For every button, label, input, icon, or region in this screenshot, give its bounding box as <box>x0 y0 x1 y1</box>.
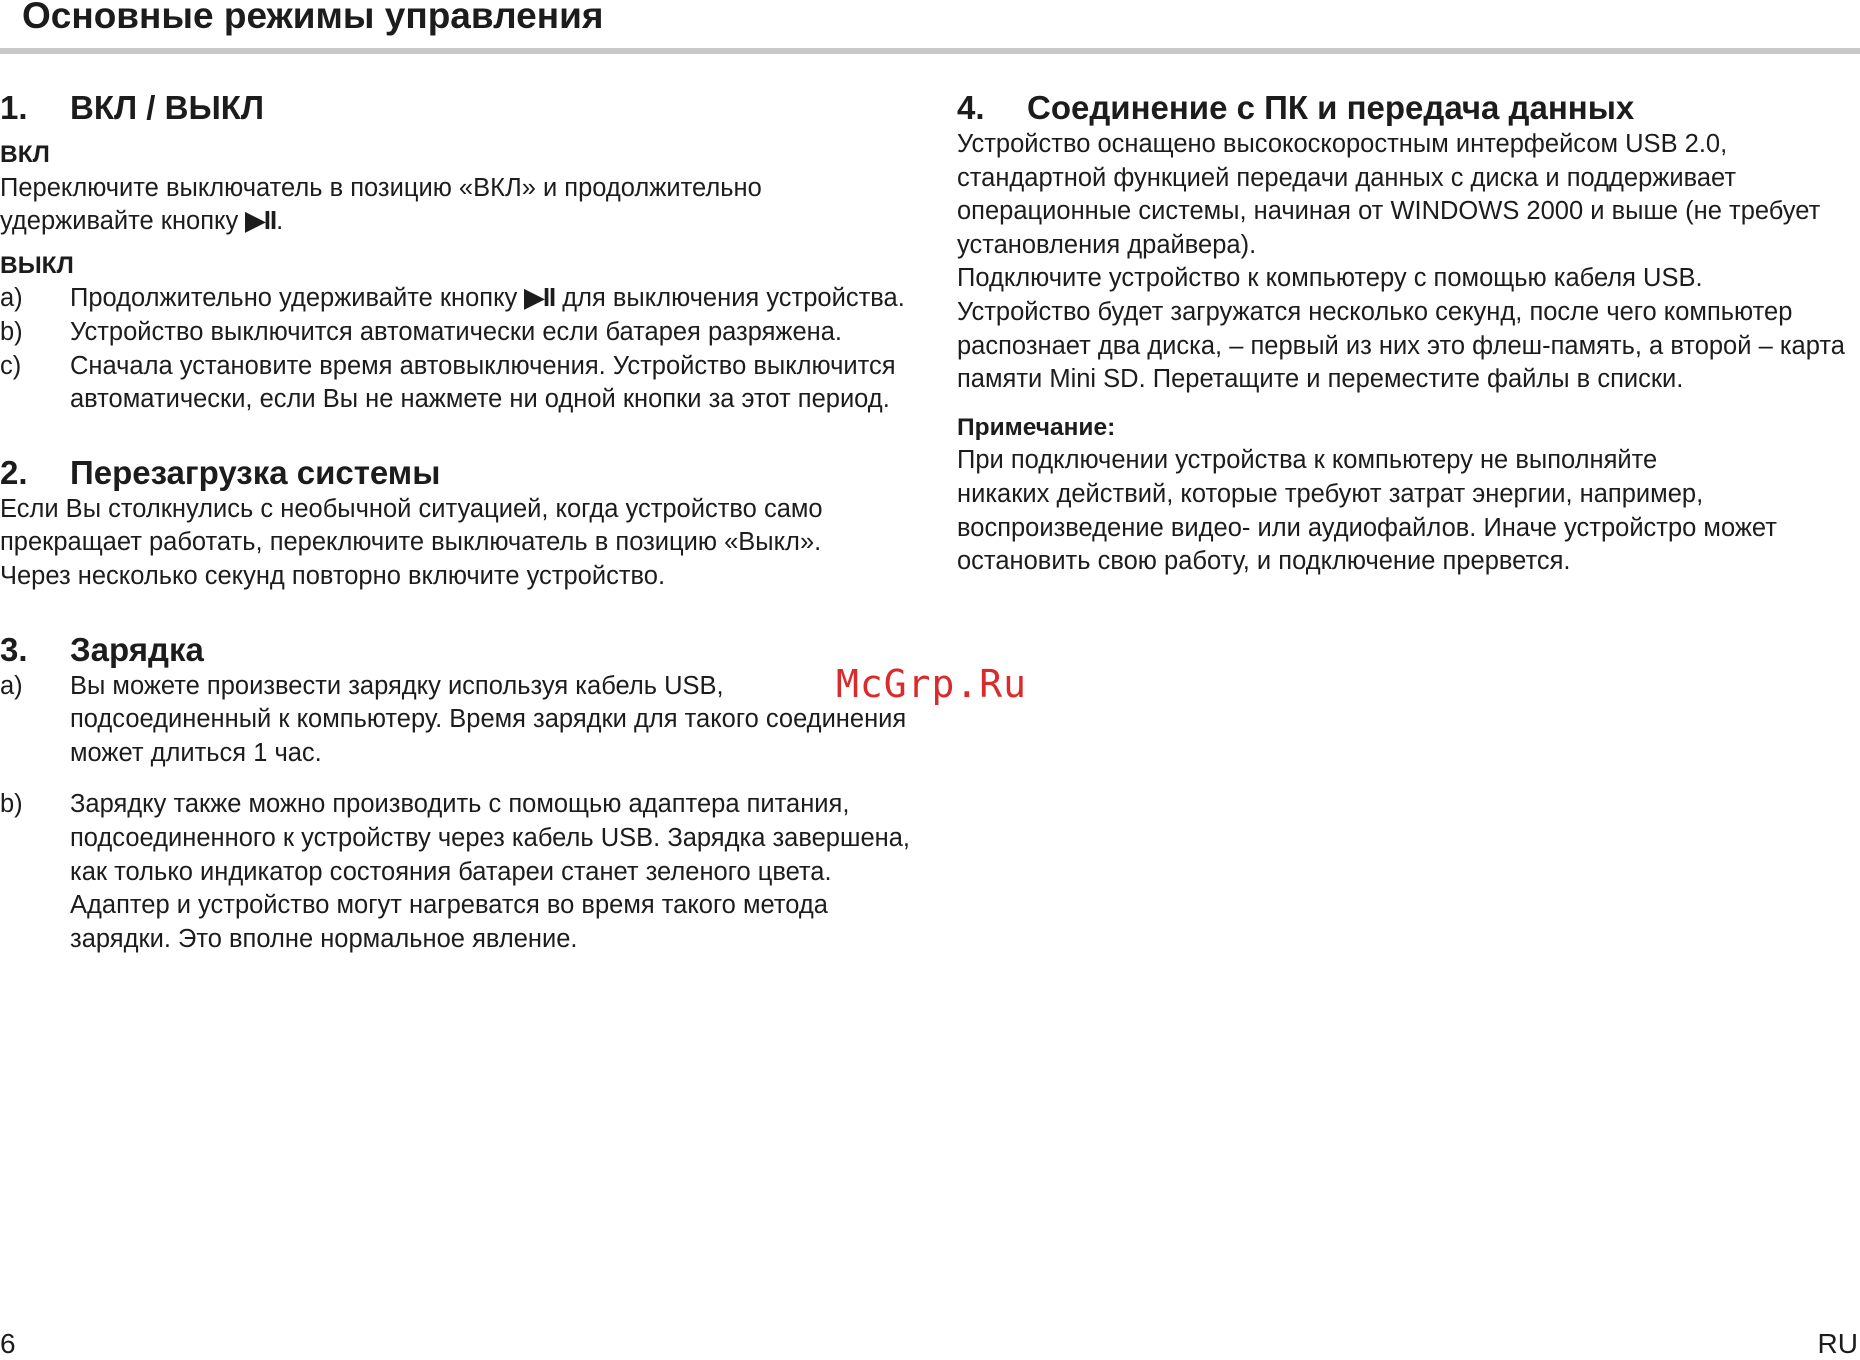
item-letter: a) <box>0 284 23 313</box>
power-on-text-main: Переключите выключатель в позицию «ВКЛ» и продолжительно удерживайте кнопку <box>0 173 762 236</box>
list-item <box>0 670 910 771</box>
note-line: воспроизведение видео- или аудиофайлов. Иначе устройстро может <box>957 513 1777 542</box>
note-line: При подключении устройства к компьютеру не выполняйте <box>957 446 1658 475</box>
item-letter: c) <box>0 351 22 380</box>
language-code: RU <box>1817 1328 1858 1359</box>
play-pause-icon: ▶II <box>524 284 556 313</box>
pc-paragraph: Подключите устройство к компьютеру с помощью кабеля USB. <box>957 264 1703 293</box>
list-item <box>0 282 910 316</box>
item-letter: b) <box>0 790 23 819</box>
section-number: 1. <box>0 89 28 126</box>
watermark: McGrp.Ru <box>836 662 1028 706</box>
left-column <box>0 88 910 956</box>
note-line: остановить свою работу, и подключение прервется. <box>957 547 1571 576</box>
section-number: 3. <box>0 630 28 668</box>
title-divider <box>0 48 1860 54</box>
reboot-line: Через несколько секунд повторно включите устройство. <box>0 561 666 590</box>
list-item <box>0 350 910 417</box>
section-title: ВКЛ / ВЫКЛ <box>70 89 265 126</box>
right-column <box>957 88 1857 579</box>
power-on-text-end: . <box>276 207 284 236</box>
item-text <box>70 282 910 316</box>
item-text: Устройство выключится автоматически если батарея разряжена. <box>70 317 843 346</box>
subheading-on: ВКЛ <box>0 141 50 168</box>
section-heading <box>0 453 910 493</box>
section-pc-connection <box>957 88 1857 579</box>
note-heading: Примечание: <box>957 413 1116 441</box>
pc-paragraph: Устройство оснащено высокоскоростным интерфейсом USB 2.0, стандартной функцией передачи данных с диска и поддерживает операционные системы, начиная от WINDOWS 2000 и выше (не требует установления драйвера). <box>957 130 1821 259</box>
item-text: Зарядку также можно производить с помощью адаптера питания, подсоединенного к устройству через кабель USB. Зарядка завершена, как только индикатор состояния батареи станет зеленого цвета. Адаптер и устройство могут нагреватся во время такого метода зарядки. Это вполне нормальное явление. <box>70 790 910 953</box>
item-text: Сначала установите время автовыключения. Устройство выключится автоматически, если Вы не нажмете ни одной кнопки за этот период. <box>70 351 896 414</box>
list-item <box>0 316 910 350</box>
section-number: 4. <box>957 89 985 126</box>
section-heading <box>0 88 910 128</box>
section-title: Зарядка <box>70 630 204 668</box>
item-letter: b) <box>0 317 23 346</box>
play-pause-icon: ▶II <box>245 207 277 236</box>
section-heading <box>0 630 910 670</box>
list-item <box>0 788 910 956</box>
item-text-end: для выключения устройства. <box>555 284 905 313</box>
note-line: никаких действий, которые требуют затрат энергии, например, <box>957 479 1704 508</box>
section-title: Соединение с ПК и передача данных <box>1027 89 1635 126</box>
section-reboot <box>0 453 910 594</box>
section-title: Перезагрузка системы <box>70 453 441 491</box>
reboot-line: Если Вы столкнулись с необычной ситуацией, когда устройство само <box>0 494 823 523</box>
page-number: 6 <box>0 1328 16 1359</box>
power-on-text <box>0 172 910 239</box>
section-heading <box>957 88 1857 128</box>
page-title: Основные режимы управления <box>22 0 604 36</box>
section-number: 2. <box>0 453 28 491</box>
reboot-line: прекращает работать, переключите выключатель в позицию «Выкл». <box>0 528 822 557</box>
item-text-main: Продолжительно удерживайте кнопку <box>70 284 525 313</box>
subheading-off: ВЫКЛ <box>0 251 74 279</box>
item-letter: a) <box>0 671 23 700</box>
section-power <box>0 88 910 417</box>
section-charging <box>0 630 910 957</box>
item-text: Вы можете произвести зарядку используя кабель USB, подсоединенный к компьютеру. Время зарядки для такого соединения может длиться 1 час. <box>70 671 907 767</box>
pc-paragraph: Устройство будет загружатся несколько секунд, после чего компьютер распознает два диска, – первый из них это флеш-память, а второй – карта памяти Mini SD. Перетащите и переместите файлы в списки. <box>957 297 1845 394</box>
